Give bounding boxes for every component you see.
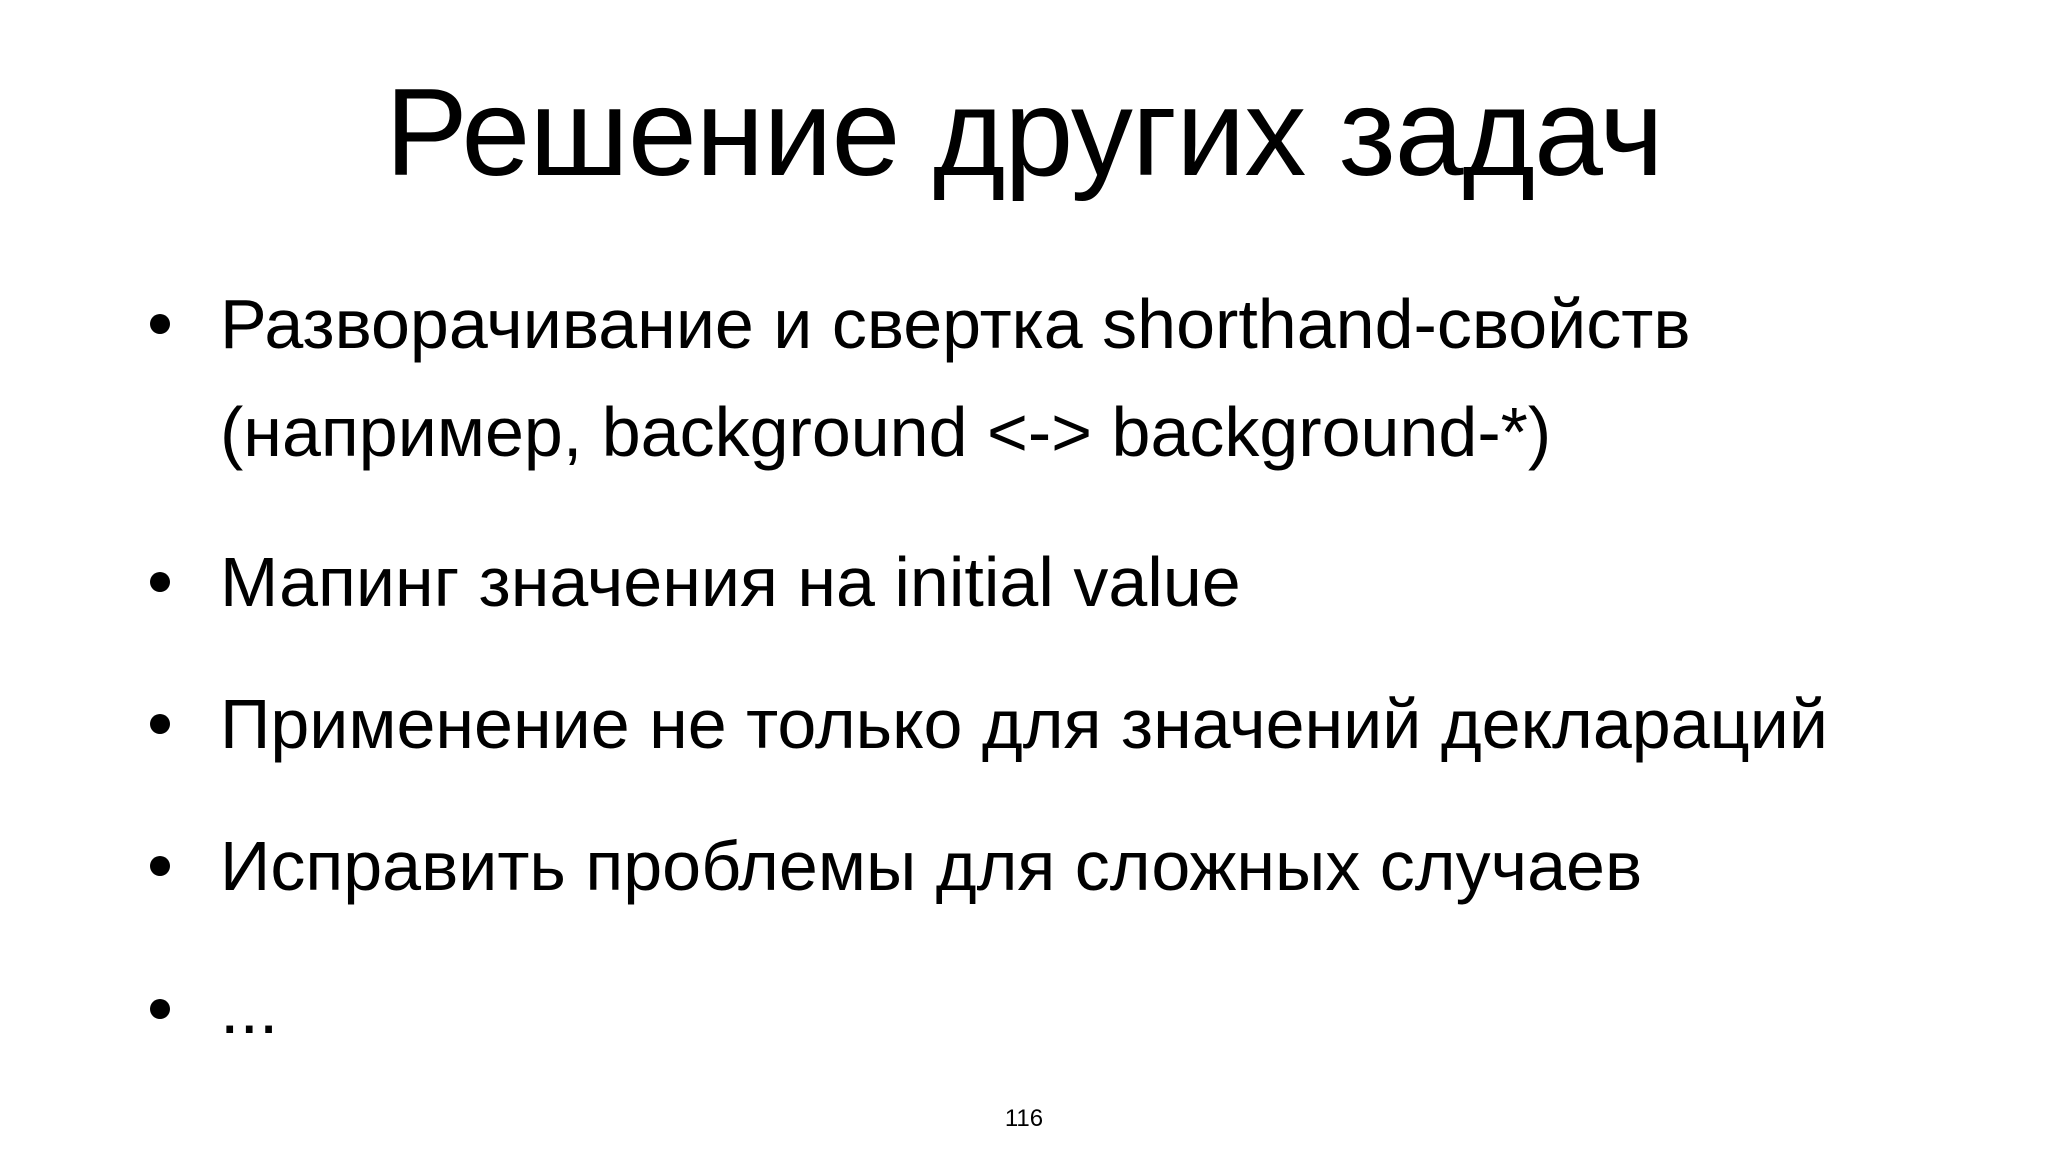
bullet-text bbox=[220, 270, 1940, 486]
bullet-dot-icon bbox=[150, 314, 170, 334]
bullet-dot-icon bbox=[150, 856, 170, 876]
bullet-line: (например, background <-> background-*) bbox=[220, 393, 1552, 471]
bullet-line: Мапинг значения на initial value bbox=[220, 543, 1241, 621]
page-number: 116 bbox=[1004, 1105, 1044, 1132]
slide-title: Решение других задач bbox=[385, 64, 1663, 202]
bullet-line: Исправить проблемы для сложных случаев bbox=[220, 827, 1643, 905]
bullet-text bbox=[220, 528, 1940, 636]
bullet-line: ... bbox=[220, 970, 279, 1048]
bullet-text bbox=[220, 812, 1940, 920]
bullet-text bbox=[220, 955, 1940, 1063]
bullet-line: Применение не только для значений деклараций bbox=[220, 685, 1828, 763]
bullet-dot-icon bbox=[150, 572, 170, 592]
bullet-dot-icon bbox=[150, 714, 170, 734]
bullet-text bbox=[220, 670, 1940, 778]
bullet-dot-icon bbox=[150, 999, 170, 1019]
bullet-line: Разворачивание и свертка shorthand-свойств bbox=[220, 285, 1691, 363]
